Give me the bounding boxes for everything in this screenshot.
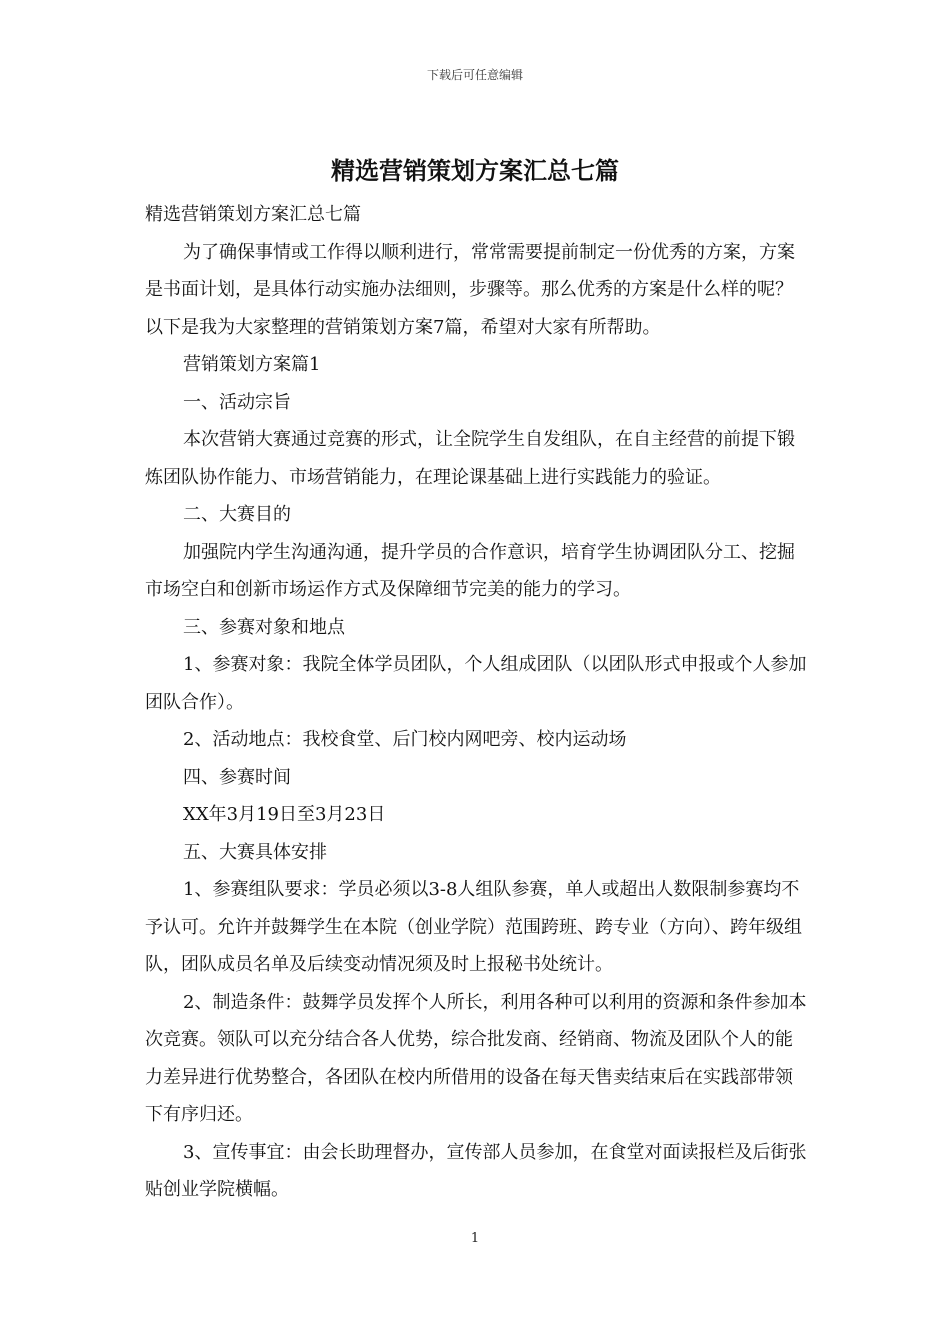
- body-paragraph: 精选营销策划方案汇总七篇: [145, 204, 361, 225]
- body-paragraph: 加强院内学生沟通沟通，提升学员的合作意识，培育学生协调团队分工、挖掘市场空白和创新市场运作方式及保障细节完美的能力的学习。: [145, 541, 795, 600]
- body-paragraph: 1、参赛组队要求：学员必须以3-8人组队参赛，单人或超出人数限制参赛均不予认可。允许并鼓舞学生在本院（创业学院）范围跨班、跨专业（方向）、跨年级组队，团队成员名单及后续变动情况须及时上报秘书处统计。: [145, 879, 802, 975]
- section-heading: 营销策划方案篇1: [183, 354, 321, 375]
- body-paragraph: XX年3月19日至3月23日: [183, 804, 386, 825]
- page-header-note: 下载后可任意编辑: [426, 68, 523, 82]
- section-heading: 三、参赛对象和地点: [183, 616, 345, 638]
- body-paragraph: 2、制造条件：鼓舞学员发挥个人所长，利用各种可以利用的资源和条件参加本次竞赛。领队可以充分结合各人优势，综合批发商、经销商、物流及团队个人的能力差异进行优势整合，各团队在校内所借用的设备在每天售卖结束后在实践部带领下有序归还。: [145, 991, 807, 1125]
- body-paragraph: 本次营销大赛通过竞赛的形式，让全院学生自发组队，在自主经营的前提下锻炼团队协作能力、市场营销能力，在理论课基础上进行实践能力的验证。: [145, 429, 795, 488]
- section-heading: 四、参赛时间: [183, 766, 291, 788]
- body-paragraph: 1、参赛对象：我院全体学员团队，个人组成团队（以团队形式申报或个人参加团队合作）。: [145, 654, 807, 713]
- page-number: 1: [470, 1231, 480, 1246]
- document-body: [145, 196, 810, 1209]
- section-heading: 二、大赛目的: [183, 504, 291, 525]
- section-heading: 五、大赛具体安排: [183, 841, 327, 863]
- body-paragraph: 3、宣传事宜：由会长助理督办，宣传部人员参加，在食堂对面读报栏及后街张贴创业学院横幅。: [145, 1141, 807, 1200]
- body-paragraph: 2、活动地点：我校食堂、后门校内网吧旁、校内运动场: [183, 729, 627, 750]
- section-heading: 一、活动宗旨: [183, 391, 291, 413]
- document-title: 精选营销策划方案汇总七篇: [331, 156, 619, 185]
- body-paragraph: 为了确保事情或工作得以顺利进行，常常需要提前制定一份优秀的方案，方案是书面计划，是具体行动实施办法细则，步骤等。那么优秀的方案是什么样的呢？以下是我为大家整理的营销策划方案7篇，希望对大家有所帮助。: [145, 241, 795, 338]
